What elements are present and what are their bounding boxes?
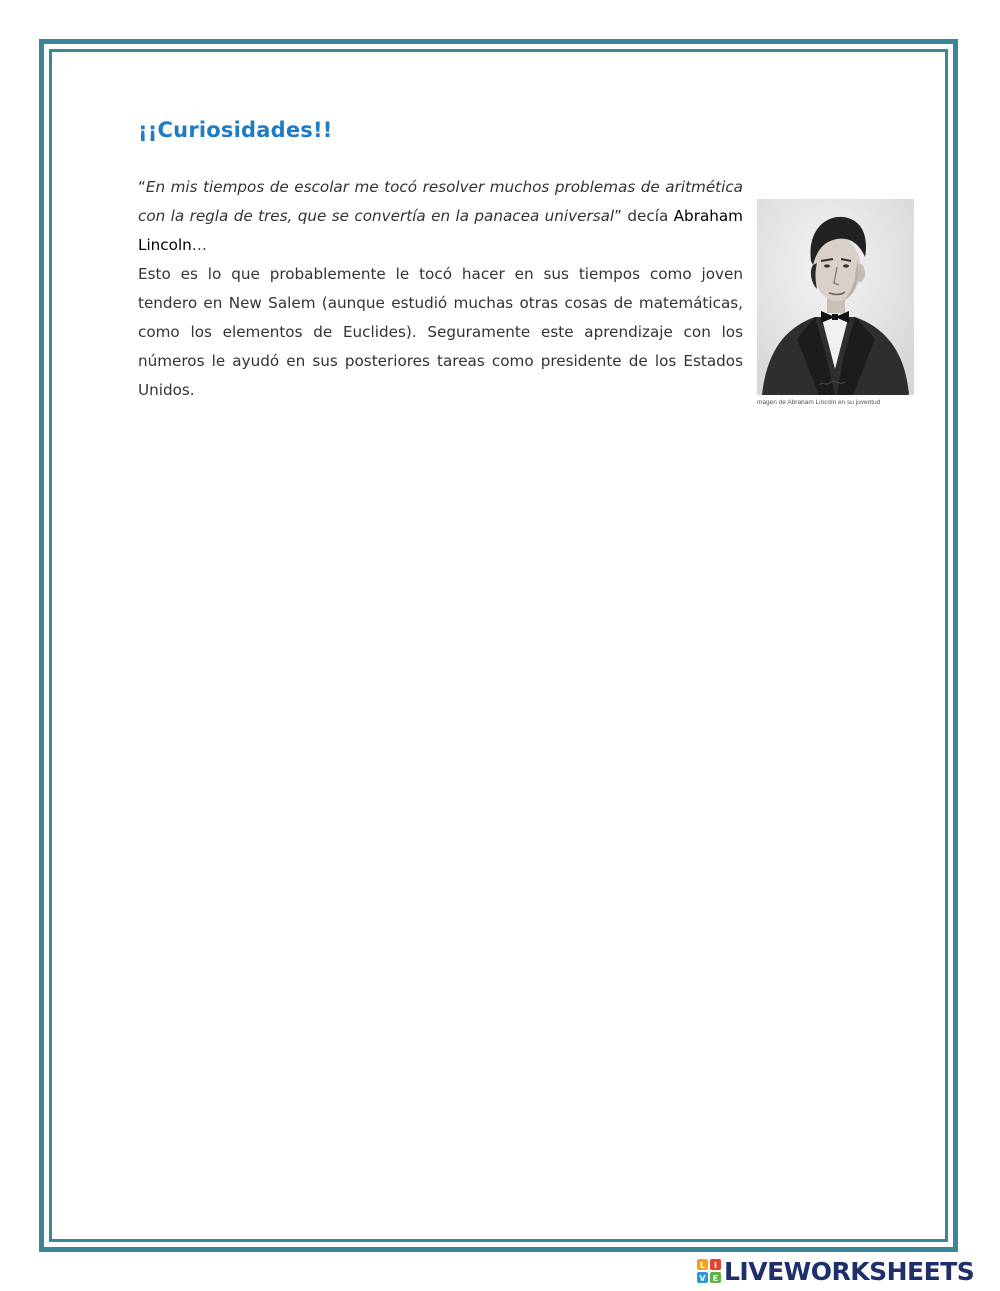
said-prefix: decía [622, 207, 674, 225]
brand-footer[interactable] [697, 1256, 974, 1286]
ellipsis: … [191, 236, 207, 254]
quote-text: En mis tiempos de escolar me tocó resolver muchos problemas de aritmética con la regla de tres, que se convertía en la panacea universal [138, 178, 743, 225]
liveworksheets-logo-icon [697, 1259, 721, 1283]
quote-open-mark: “ [138, 178, 146, 196]
body-text [138, 173, 743, 405]
quote-paragraph [138, 173, 743, 260]
quote-close-mark: ” [614, 207, 623, 225]
svg-text:I: I [714, 1261, 717, 1270]
svg-text:E: E [712, 1274, 719, 1283]
image-caption: magen de Abraham Lincoln en su juventud [757, 399, 881, 406]
page-title: ¡¡Curiosidades!! [138, 118, 333, 142]
person-name: Abraham Lincoln [138, 207, 743, 254]
svg-text:L: L [699, 1261, 706, 1270]
lincoln-portrait-image [757, 199, 914, 395]
body-paragraph: Esto es lo que probablemente le tocó hacer en sus tiempos como joven tendero en New Salem (aunque estudió muchas otras cosas de matemáticas, como los elementos de Euclides). Seguramente este aprendizaje con los números le ayudó en sus posteriores tareas como presidente de los Estados Unidos. [138, 265, 743, 399]
brand-name: LIVEWORKSHEETS [724, 1256, 975, 1286]
svg-text:V: V [699, 1274, 706, 1283]
